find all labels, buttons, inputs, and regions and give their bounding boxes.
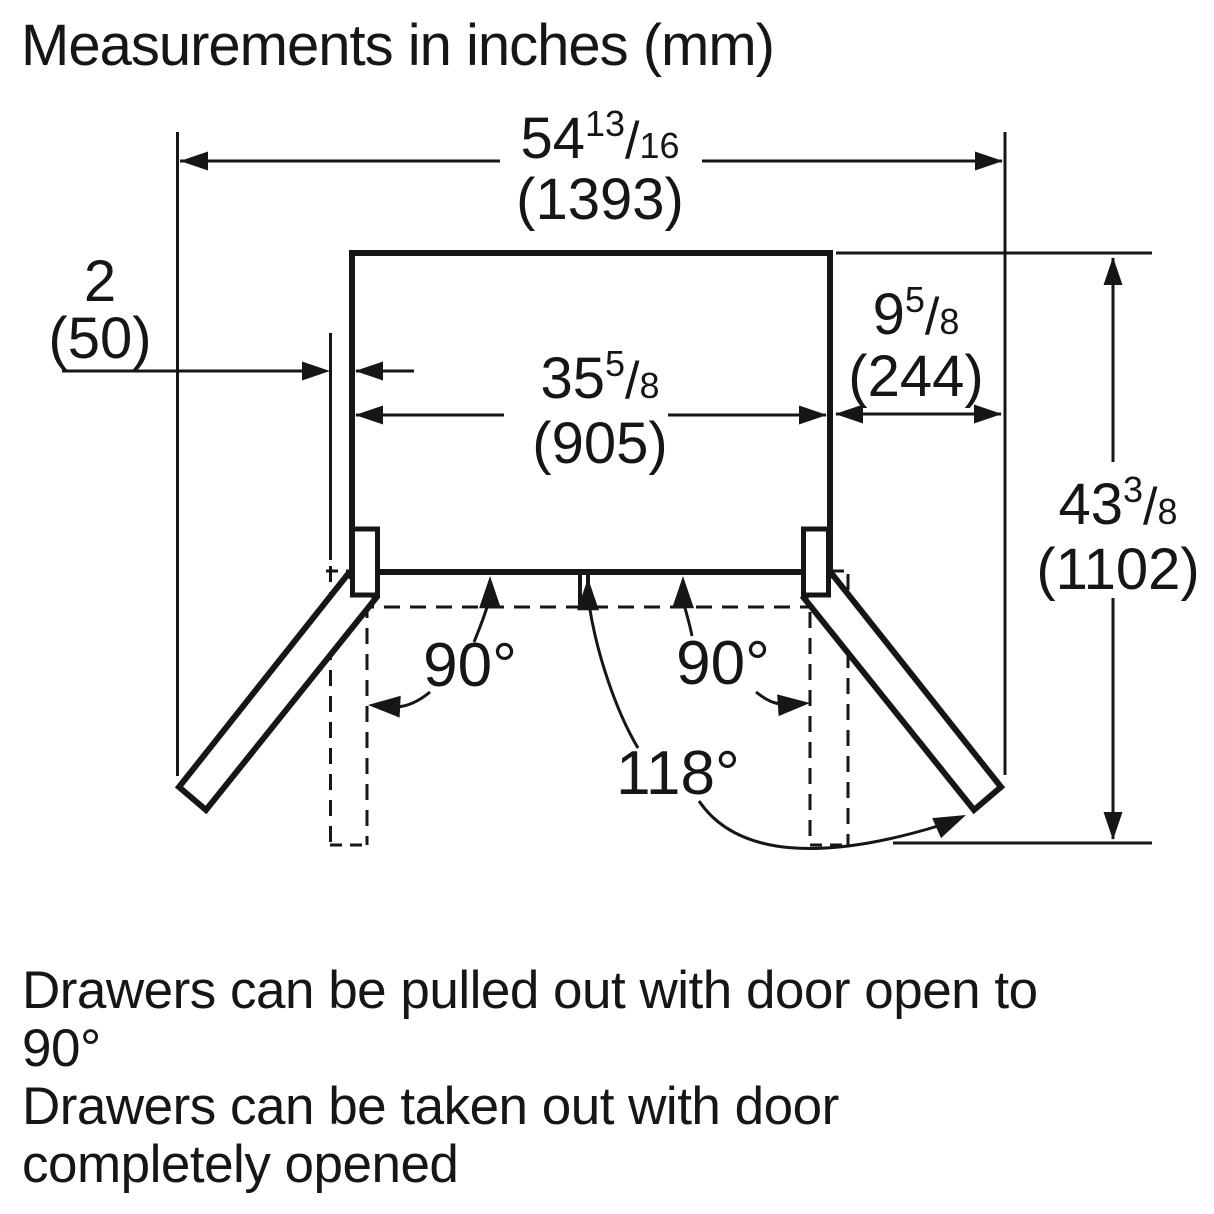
side-clearance-mm: (50) [48,306,152,371]
cabinet-width-mm: (905) [532,411,668,476]
right-90-leader-arrow [672,576,694,608]
cabinet-width-inches: $35^5/8$ [540,343,660,411]
overall-width-arrow-right [975,152,1003,171]
side-clearance-inches: 2 [83,249,117,314]
118-leader [589,604,638,748]
dimension-labels [48,103,1199,808]
118-swing-arrow [932,805,970,838]
door-projection-mm: (244) [848,344,984,409]
note-line-2: 90° [22,1019,101,1078]
figure-title: Measurements in inches (mm) [21,13,774,78]
right-hinge [804,529,829,595]
note-line-3: Drawers can be taken out with door [22,1077,839,1136]
door-projection-inches: $9^5/8$ [872,279,960,347]
118-swing-arc [699,801,938,848]
depth-arrow-down [1104,812,1123,840]
left-door-angle-label: 90° [423,631,517,700]
note-line-4: completely opened [22,1135,459,1194]
left-90-curve-arrow [367,694,400,718]
depth-arrow-up [1104,257,1123,285]
left-hinge [353,529,378,595]
right-door-angle-label: 90° [676,629,770,698]
overall-width-inches: $54^{13}/16$ [520,103,680,171]
overall-width-mm: (1393) [516,167,684,232]
left-90-leader-arrow [479,576,501,608]
total-depth-mm: (1102) [1036,537,1200,602]
max-open-angle-label: 118° [616,739,740,808]
clearance-arrow-left [302,362,330,381]
note-line-1: Drawers can be pulled out with door open to [22,961,1038,1020]
total-depth-inches: $43^3/8$ [1058,469,1178,537]
right-door-open [804,574,1001,810]
figure-notes [22,962,1202,1194]
overall-width-arrow-left [180,152,208,171]
right-90-curve-arrow [777,692,811,716]
left-door-open [179,574,376,810]
